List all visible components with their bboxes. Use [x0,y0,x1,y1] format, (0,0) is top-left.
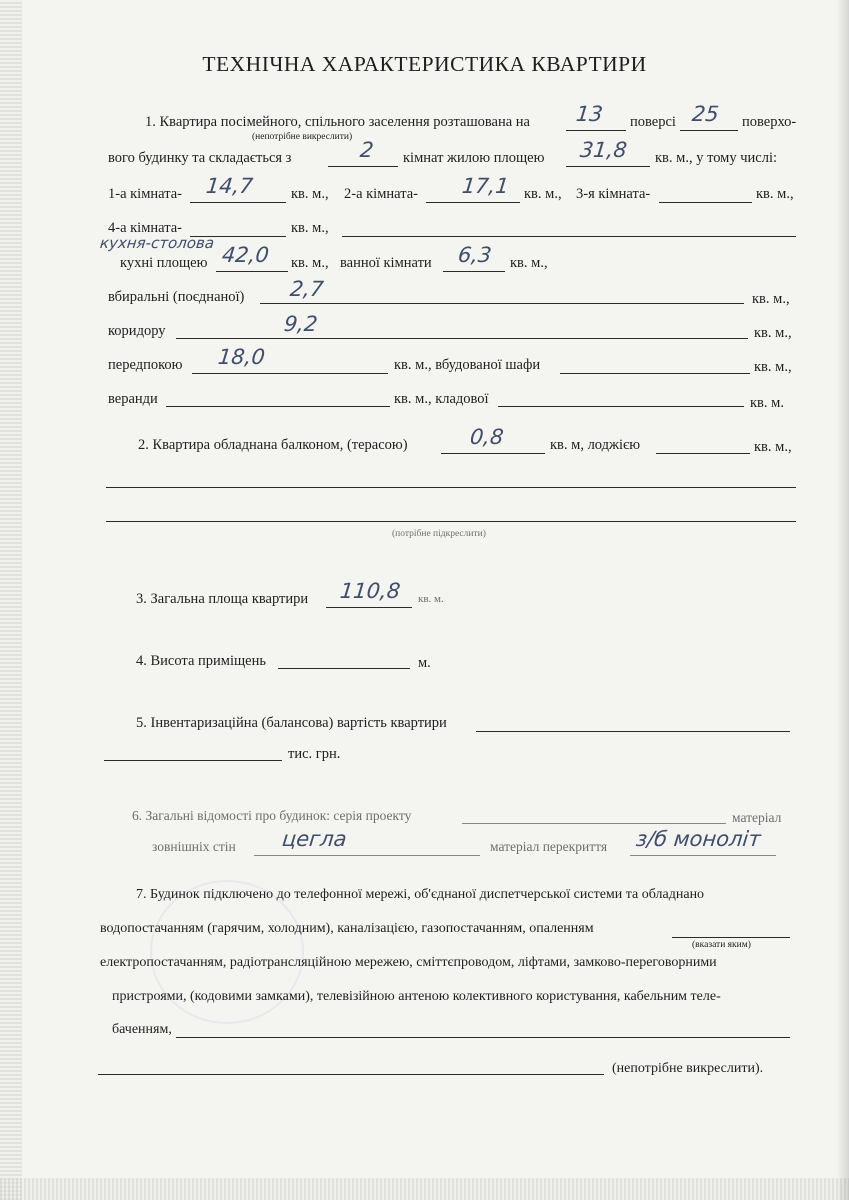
kitchen-label: кухні площею [120,255,208,271]
balcony-value: 0,8 [468,425,505,449]
floors-total-value: 25 [690,102,721,126]
s5-unit: тис. грн. [288,746,341,762]
scan-edge-right [837,0,849,1200]
s6-walls-label: зовнішніх стін [152,839,236,854]
room3-unit: кв. м., [756,186,794,202]
s1-end-text: поверхо- [742,114,797,130]
veranda-field[interactable] [166,406,390,407]
s7-end-note: (непотрібне викреслити). [612,1061,764,1076]
s2-extra-line-2[interactable] [106,521,796,522]
s2-note: (потрібне підкреслити) [392,529,486,539]
corridor-field[interactable] [176,338,748,339]
room4-label: 4-а кімната- [108,220,182,236]
living-area-value: 31,8 [578,138,629,162]
value-field-2[interactable] [104,760,282,761]
s1-living-label: кімнат жилою площею [403,150,545,166]
room3-label: 3-я кімната- [576,186,651,202]
s2-loggia-text: кв. м, лоджією [550,437,641,453]
hall-field[interactable] [192,373,388,374]
veranda-label: веранди [108,391,158,407]
s7-line1: 7. Будинок підключено до телефонної мережі, об'єднаної диспетчерської системи та обладнано [136,887,705,902]
walls-material-field[interactable] [254,855,480,856]
balcony-field[interactable] [441,453,545,454]
s5-label: 5. Інвентаризаційна (балансова) вартість квартири [136,715,447,731]
room2-label: 2-а кімната- [344,186,418,202]
s6-material-text: матеріал [732,810,782,825]
project-series-field[interactable] [462,823,726,824]
total-area-value: 110,8 [338,579,402,603]
floor-field[interactable] [566,130,626,131]
corridor-value: 9,2 [282,312,319,336]
wc-unit: кв. м., [752,291,790,307]
floor-value: 13 [574,102,605,126]
wc-label: вбиральні (поєднаної) [108,289,245,305]
room4-unit: кв. м., [291,220,329,236]
ceiling-material-value: з/б моноліт [634,827,762,851]
wardrobe-unit: кв. м., [754,359,792,375]
s1-including-text: кв. м., у тому числі: [655,150,778,166]
bath-unit: кв. м., [510,255,548,271]
s6-label: 6. Загальні відомості про будинок: серія проекту [132,808,412,823]
s7-extra-line-1[interactable] [176,1037,790,1038]
loggia-field[interactable] [656,453,750,454]
total-area-field[interactable] [326,607,412,608]
s7-line4: пристроями, (кодовими замками), телевізійною антеною колективного користування, кабельним теле- [112,989,721,1004]
storage-field[interactable] [498,406,744,407]
s2-extra-line-1[interactable] [106,487,796,488]
scan-edge-left [0,0,22,1200]
ceiling-material-field[interactable] [630,855,776,856]
rooms-count-field[interactable] [328,166,398,167]
total-area-unit: кв. м. [418,593,444,605]
s7-line5: баченням, [112,1022,172,1037]
rooms-count-value: 2 [358,138,375,162]
bath-field[interactable] [443,271,505,272]
walls-material-value: цегла [280,827,348,851]
room1-unit: кв. м., [291,186,329,202]
room1-value: 14,7 [204,174,255,198]
room1-field[interactable] [190,202,286,203]
s4-unit: м. [418,655,431,671]
height-field[interactable] [278,668,410,669]
s4-label: 4. Висота приміщень [136,653,266,669]
s1-floor-text: поверсі [630,114,676,130]
wc-value: 2,7 [288,277,325,301]
kitchen-unit: кв. м., [291,255,329,271]
room1-label: 1-а кімната- [108,186,182,202]
storage-unit: кв. м. [750,395,784,411]
document-title: ТЕХНІЧНА ХАРАКТЕРИСТИКА КВАРТИРИ [202,52,647,76]
room2-field[interactable] [426,202,520,203]
room2-value: 17,1 [460,174,511,198]
s7-heating-note: (вказати яким) [692,940,751,950]
living-area-field[interactable] [566,166,650,167]
value-field[interactable] [476,731,790,732]
room4-extra-line[interactable] [342,236,796,237]
s6-ceiling-label: матеріал перекриття [490,839,608,854]
s7-extra-line-2[interactable] [98,1074,604,1075]
room3-field[interactable] [659,202,752,203]
wc-field[interactable] [260,303,744,304]
kitchen-note: кухня-столова [99,234,216,252]
scan-edge-bottom [0,1178,849,1200]
s2-text: 2. Квартира обладнана балконом, (терасою) [138,437,408,453]
s7-line2: водопостачанням (гарячим, холодним), каналізацією, газопостачанням, опаленням [100,921,594,936]
veranda-unit: кв. м., кладової [394,391,489,407]
heating-field[interactable] [672,937,790,938]
s3-label: 3. Загальна площа квартири [136,591,309,607]
floors-total-field[interactable] [680,130,738,131]
s1-intro-text: 1. Квартира посімейного, спільного заселення розташована на [145,114,530,130]
room2-unit: кв. м., [524,186,562,202]
corridor-unit: кв. м., [754,325,792,341]
hall-unit: кв. м., вбудованої шафи [394,357,541,373]
s2-end-unit: кв. м., [754,439,792,455]
s7-line3: електропостачанням, радіотрансляційною мережею, сміттєпроводом, ліфтами, замково-переговорними [100,955,717,970]
kitchen-field[interactable] [216,271,288,272]
bath-value: 6,3 [456,243,493,267]
kitchen-value: 42,0 [220,243,271,267]
corridor-label: коридору [108,323,166,339]
hall-label: передпокою [108,357,183,373]
bath-label: ванної кімнати [340,255,432,271]
s1-line2-text: вого будинку та складається з [108,150,292,166]
s1-note: (непотрібне викреслити) [252,132,353,142]
hall-value: 18,0 [216,345,267,369]
wardrobe-field[interactable] [560,373,750,374]
